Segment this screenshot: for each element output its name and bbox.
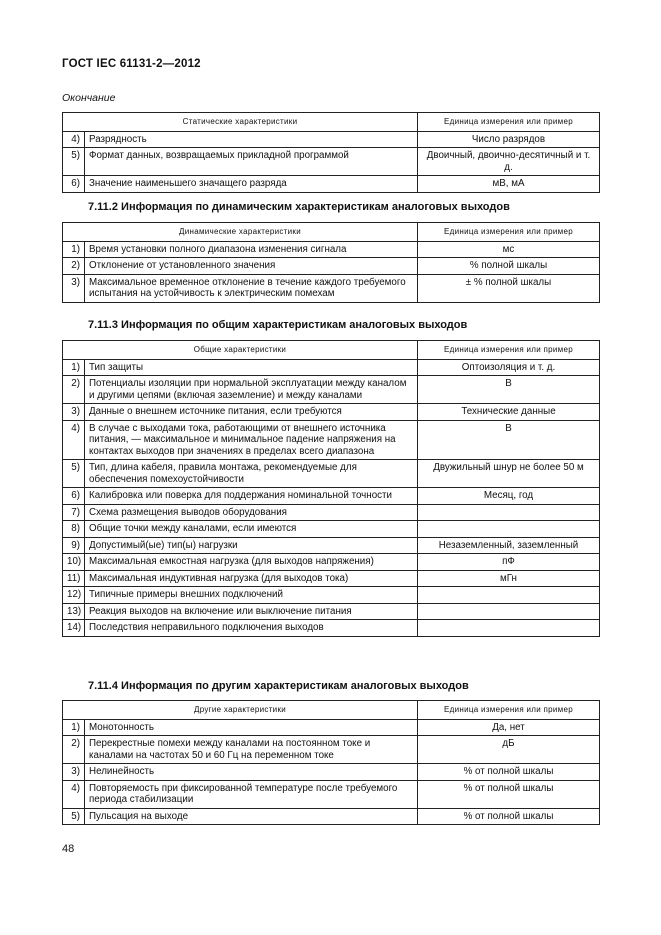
row-number: 4)	[63, 131, 85, 148]
row-number: 14)	[63, 620, 85, 637]
row-number: 2)	[63, 736, 85, 764]
column-header-characteristics: Динамические характеристики	[63, 223, 418, 242]
table-row	[63, 570, 600, 587]
row-number: 3)	[63, 764, 85, 781]
row-description: Общие точки между каналами, если имеются	[85, 521, 418, 538]
column-header-characteristics: Статические характеристики	[63, 113, 418, 132]
column-header-unit: Единица измерения или пример	[418, 701, 600, 720]
column-header-unit: Единица измерения или пример	[418, 341, 600, 360]
row-unit: Число разрядов	[418, 131, 600, 148]
table-row	[63, 521, 600, 538]
table-row	[63, 420, 600, 460]
table-continuation-caption: Окончание	[62, 92, 116, 104]
row-unit: пФ	[418, 554, 600, 571]
row-unit: % от полной шкалы	[418, 780, 600, 808]
row-number: 3)	[63, 274, 85, 302]
row-description: Время установки полного диапазона изменения сигнала	[85, 241, 418, 258]
section-title-7-11-4: 7.11.4 Информация по другим характеристикам аналоговых выходов	[88, 680, 469, 692]
document-header: ГОСТ IEC 61131-2—2012	[62, 58, 201, 70]
table-row	[63, 359, 600, 376]
table-row	[63, 808, 600, 825]
row-number: 13)	[63, 603, 85, 620]
row-description: Тип, длина кабеля, правила монтажа, рекомендуемые для обеспечения помехоустойчивости	[85, 460, 418, 488]
row-description: Нелинейность	[85, 764, 418, 781]
row-description: Тип защиты	[85, 359, 418, 376]
row-description: Отклонение от установленного значения	[85, 258, 418, 275]
dynamic-characteristics-table	[62, 222, 600, 303]
row-unit: Технические данные	[418, 404, 600, 421]
row-number: 4)	[63, 780, 85, 808]
row-description: Максимальная емкостная нагрузка (для выходов напряжения)	[85, 554, 418, 571]
table-row	[63, 274, 600, 302]
row-unit: % от полной шкалы	[418, 764, 600, 781]
row-unit	[418, 521, 600, 538]
table-row	[63, 554, 600, 571]
page-number: 48	[62, 843, 75, 855]
row-unit: Оптоизоляция и т. д.	[418, 359, 600, 376]
row-description: Максимальное временное отклонение в течение каждого требуемого испытания на устойчивость к электрическим помехам	[85, 274, 418, 302]
table-row	[63, 131, 600, 148]
row-number: 6)	[63, 176, 85, 193]
section-title-7-11-2: 7.11.2 Информация по динамическим характеристикам аналоговых выходов	[88, 201, 510, 213]
table-row	[63, 736, 600, 764]
row-number: 7)	[63, 504, 85, 521]
row-number: 5)	[63, 148, 85, 176]
row-unit	[418, 620, 600, 637]
row-unit	[418, 587, 600, 604]
row-description: Монотонность	[85, 719, 418, 736]
row-description: Пульсация на выходе	[85, 808, 418, 825]
row-number: 12)	[63, 587, 85, 604]
table-row	[63, 404, 600, 421]
table-row	[63, 241, 600, 258]
row-number: 8)	[63, 521, 85, 538]
column-header-characteristics: Другие характеристики	[63, 701, 418, 720]
row-description: Разрядность	[85, 131, 418, 148]
row-description: Максимальная индуктивная нагрузка (для выходов тока)	[85, 570, 418, 587]
row-unit: Двоичный, двоично-десятичный и т. д.	[418, 148, 600, 176]
table-row	[63, 148, 600, 176]
row-unit: % полной шкалы	[418, 258, 600, 275]
row-unit: % от полной шкалы	[418, 808, 600, 825]
row-description: Данные о внешнем источнике питания, если требуются	[85, 404, 418, 421]
row-number: 3)	[63, 404, 85, 421]
row-unit	[418, 504, 600, 521]
row-description: Формат данных, возвращаемых прикладной программой	[85, 148, 418, 176]
row-unit: дБ	[418, 736, 600, 764]
row-unit: Да, нет	[418, 719, 600, 736]
table-row	[63, 603, 600, 620]
table-row	[63, 780, 600, 808]
table-row	[63, 376, 600, 404]
table-row	[63, 537, 600, 554]
table-row	[63, 719, 600, 736]
column-header-characteristics: Общие характеристики	[63, 341, 418, 360]
row-unit: Месяц, год	[418, 488, 600, 505]
row-number: 4)	[63, 420, 85, 460]
row-unit: мГн	[418, 570, 600, 587]
row-description: Схема размещения выводов оборудования	[85, 504, 418, 521]
table-row	[63, 620, 600, 637]
row-unit: мВ, мА	[418, 176, 600, 193]
row-unit: Незаземленный, заземленный	[418, 537, 600, 554]
row-number: 10)	[63, 554, 85, 571]
table-row	[63, 176, 600, 193]
column-header-unit: Единица измерения или пример	[418, 113, 600, 132]
table-row	[63, 587, 600, 604]
row-description: Реакция выходов на включение или выключение питания	[85, 603, 418, 620]
table-row	[63, 488, 600, 505]
row-unit	[418, 603, 600, 620]
other-characteristics-table	[62, 700, 600, 825]
row-description: Потенциалы изоляции при нормальной эксплуатации между каналом и другими цепями (включая заземление) и между каналами	[85, 376, 418, 404]
row-description: В случае с выходами тока, работающими от внешнего источника питания, — максимальное и минимальное падение напряжения на контактах выходов при значениях в пределах всего диапазона	[85, 420, 418, 460]
row-number: 9)	[63, 537, 85, 554]
general-characteristics-table	[62, 340, 600, 637]
table-row	[63, 460, 600, 488]
row-unit: мс	[418, 241, 600, 258]
row-number: 1)	[63, 359, 85, 376]
row-description: Значение наименьшего значащего разряда	[85, 176, 418, 193]
row-number: 2)	[63, 258, 85, 275]
row-unit: Двужильный шнур не более 50 м	[418, 460, 600, 488]
row-number: 1)	[63, 241, 85, 258]
row-number: 1)	[63, 719, 85, 736]
row-number: 11)	[63, 570, 85, 587]
row-description: Типичные примеры внешних подключений	[85, 587, 418, 604]
column-header-unit: Единица измерения или пример	[418, 223, 600, 242]
row-description: Калибровка или поверка для поддержания номинальной точности	[85, 488, 418, 505]
section-title-7-11-3: 7.11.3 Информация по общим характеристикам аналоговых выходов	[88, 319, 468, 331]
row-unit: В	[418, 420, 600, 460]
row-description: Перекрестные помехи между каналами на постоянном токе и каналами на частотах 50 и 60 Гц на переменном токе	[85, 736, 418, 764]
row-description: Допустимый(ые) тип(ы) нагрузки	[85, 537, 418, 554]
row-description: Повторяемость при фиксированной температуре после требуемого периода стабилизации	[85, 780, 418, 808]
row-number: 6)	[63, 488, 85, 505]
row-unit: ± % полной шкалы	[418, 274, 600, 302]
row-number: 5)	[63, 460, 85, 488]
row-number: 5)	[63, 808, 85, 825]
row-number: 2)	[63, 376, 85, 404]
row-description: Последствия неправильного подключения выходов	[85, 620, 418, 637]
table-row	[63, 764, 600, 781]
table-row	[63, 504, 600, 521]
row-unit: В	[418, 376, 600, 404]
table-row	[63, 258, 600, 275]
static-characteristics-table	[62, 112, 600, 193]
